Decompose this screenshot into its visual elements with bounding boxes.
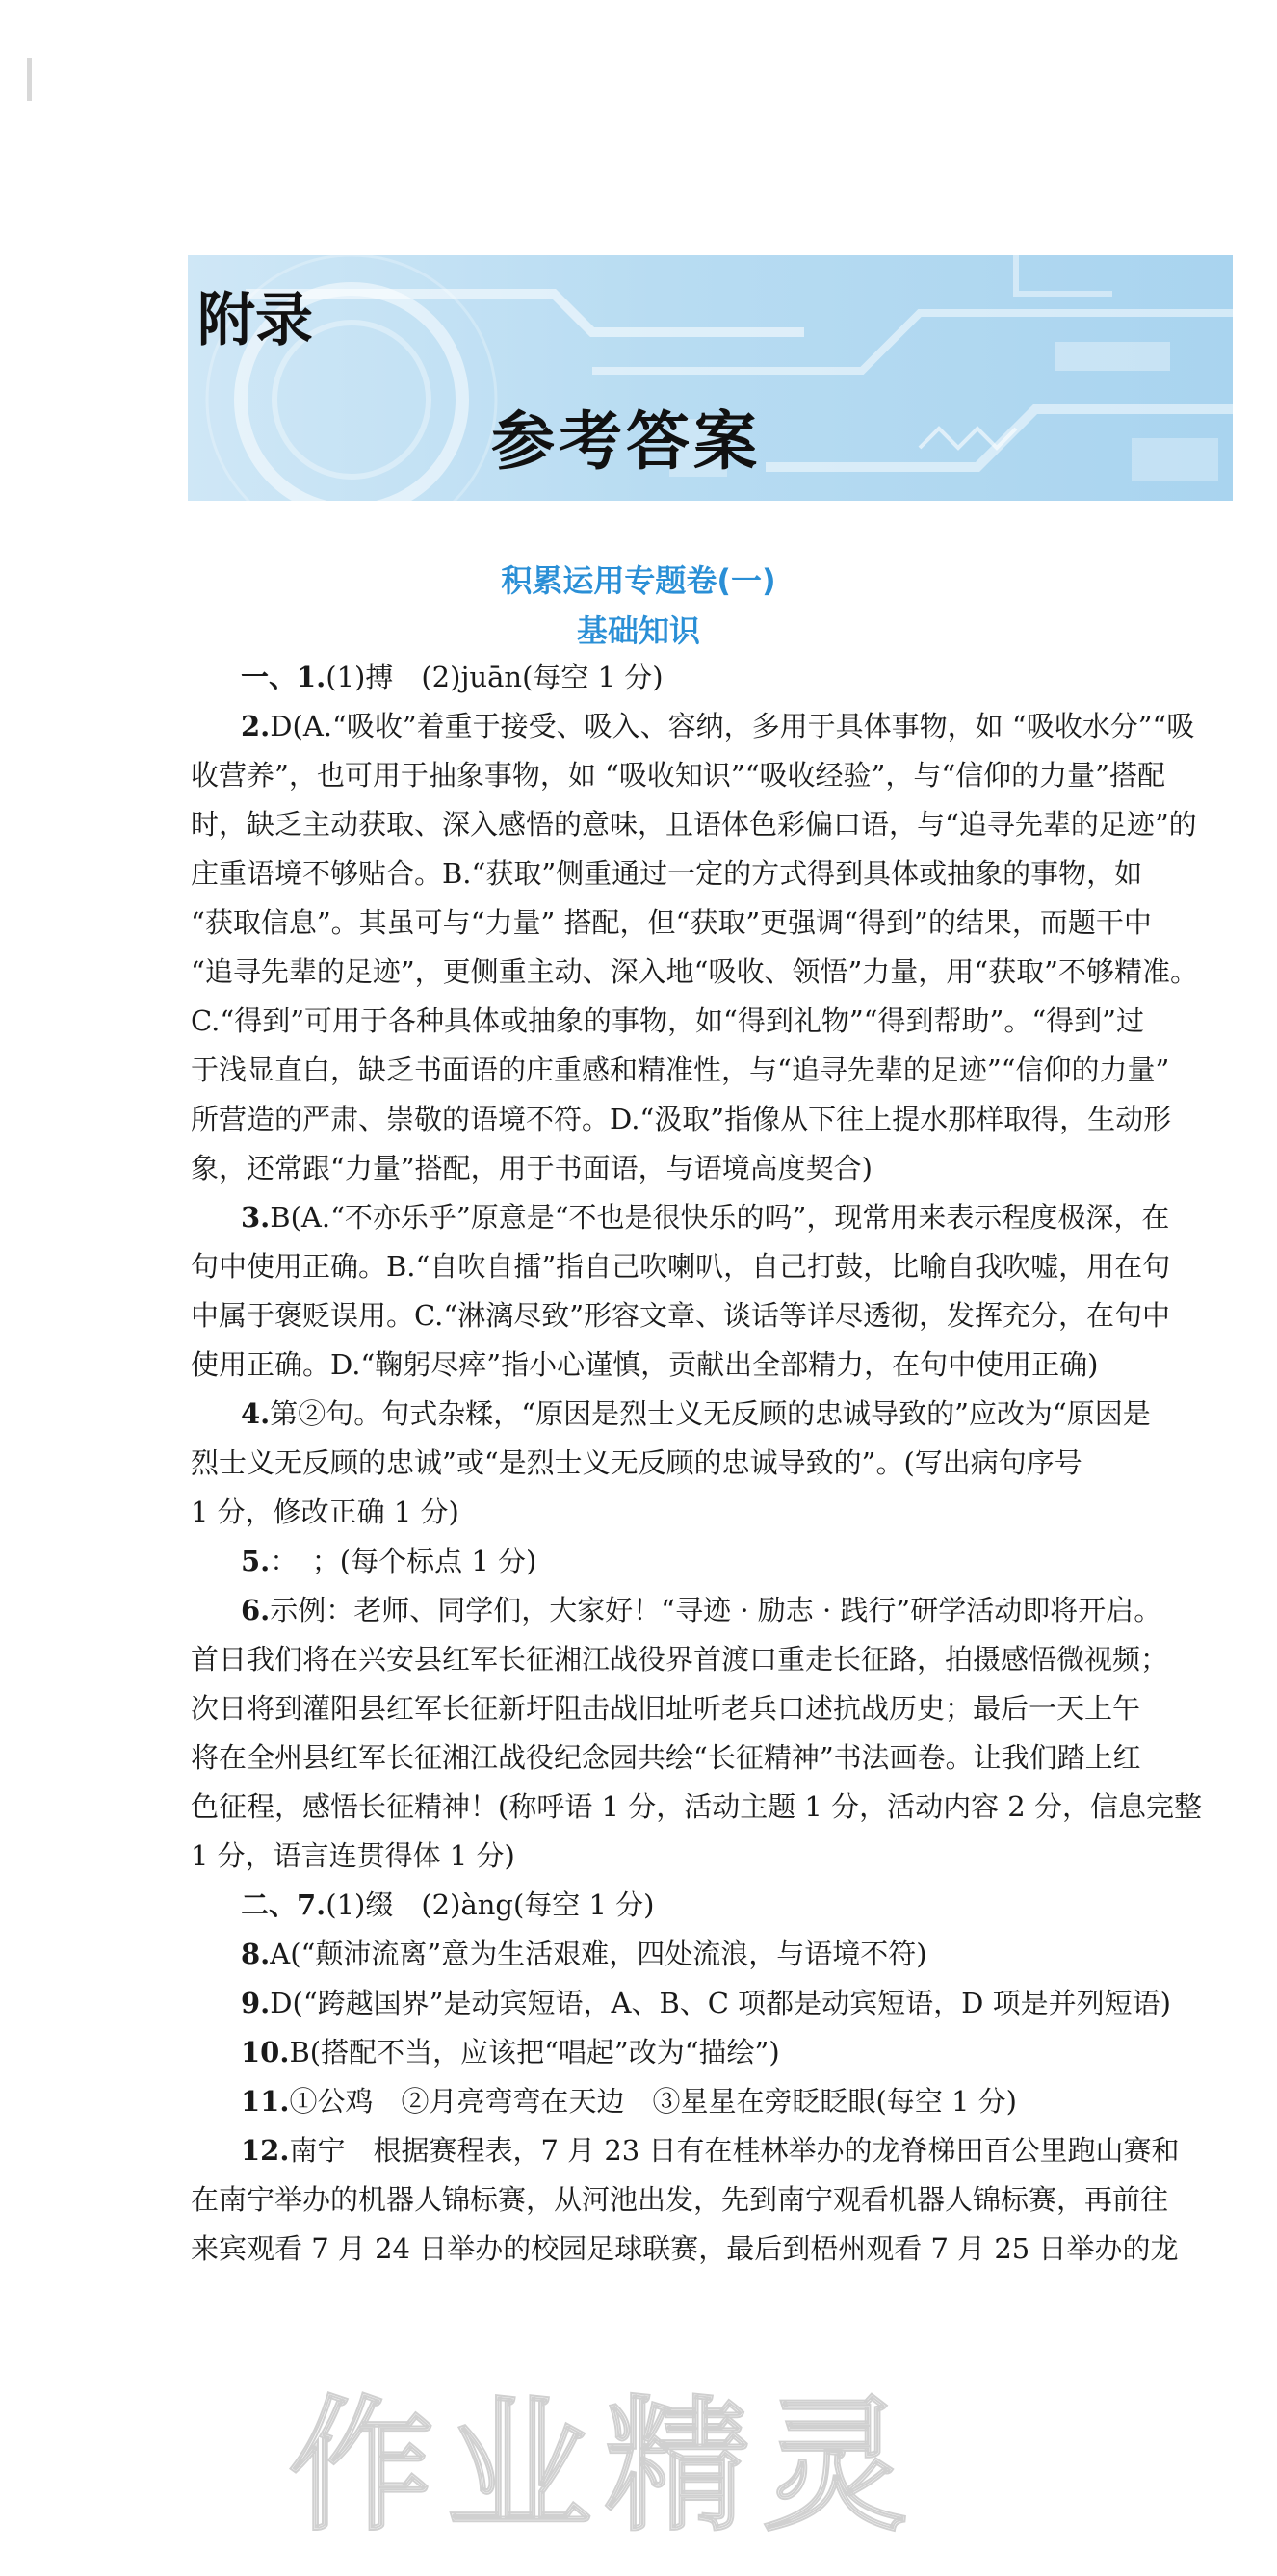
- answer-line: [191, 1242, 1223, 1291]
- answer-text: 时，缺乏主动获取、深入感悟的意味，且语体色彩偏口语，与“追寻先辈的足迹”的: [191, 808, 1197, 841]
- answer-text: B(搭配不当，应该把“唱起”改为“描绘”): [289, 2036, 780, 2069]
- answer-line: [191, 2175, 1223, 2225]
- answer-line: [191, 800, 1223, 849]
- answer-text: 使用正确。D.“鞠躬尽瘁”指小心谨慎，贡献出全部精力，在句中使用正确): [191, 1348, 1099, 1381]
- answer-text: 色征程，感悟长征精神！(称呼语 1 分，活动主题 1 分，活动内容 2 分，信息完整: [191, 1790, 1202, 1823]
- answer-text: 首日我们将在兴安县红军长征湘江战役界首渡口重走长征路，拍摄感悟微视频；: [191, 1643, 1169, 1676]
- answer-line: [191, 1488, 1223, 1537]
- answer-line: [191, 948, 1223, 997]
- answer-line: [191, 1537, 1223, 1586]
- answer-line: [191, 1095, 1223, 1144]
- question-number: 3.: [241, 1201, 271, 1234]
- answer-line: [191, 1439, 1223, 1488]
- section-subtitle: 基础知识: [576, 612, 700, 649]
- answer-line: [191, 2077, 1223, 2126]
- answer-text: 次日将到灌阳县红军长征新圩阻击战旧址听老兵口述抗战历史；最后一天上午: [191, 1692, 1141, 1725]
- answer-body: [191, 653, 1223, 2274]
- question-number: 4.: [241, 1397, 271, 1430]
- answer-text: 将在全州县红军长征湘江战役纪念园共绘“长征精神”书法画卷。让我们踏上红: [191, 1741, 1141, 1774]
- answer-text: 句中使用正确。B.“自吹自擂”指自己吹喇叭，自己打鼓，比喻自我吹嘘，用在句: [191, 1250, 1171, 1283]
- answer-text: D(“跨越国界”是动宾短语，A、B、C 项都是动宾短语，D 项是并列短语): [270, 1987, 1171, 2019]
- answer-line: [191, 1144, 1223, 1193]
- answer-line: [191, 653, 1223, 702]
- answer-text: D(A.“吸收”着重于接受、吸入、容纳，多用于具体事物，如 “吸收水分”“吸: [270, 710, 1195, 742]
- answer-line: [191, 1979, 1223, 2028]
- answer-text: C.“得到”可用于各种具体或抽象的事物，如“得到礼物”“得到帮助”。“得到”过: [191, 1004, 1144, 1037]
- answer-text: 庄重语境不够贴合。B.“获取”侧重通过一定的方式得到具体或抽象的事物，如: [191, 857, 1143, 890]
- question-number: 12.: [241, 2134, 290, 2167]
- answers-title: 参考答案: [491, 404, 761, 479]
- answer-line: [191, 1782, 1223, 1832]
- answer-line: [191, 1733, 1223, 1782]
- question-number: 2.: [241, 710, 271, 742]
- answer-line: [191, 1635, 1223, 1684]
- answer-line: [191, 1832, 1223, 1881]
- answer-text: “获取信息”。其虽可与“力量” 搭配，但“获取”更强调“得到”的结果，而题干中: [191, 906, 1152, 939]
- answer-line: [191, 997, 1223, 1046]
- answer-text: “追寻先辈的足迹”，更侧重主动、深入地“吸收、领悟”力量，用“获取”不够精准。: [191, 955, 1198, 988]
- question-number: 6.: [241, 1594, 271, 1626]
- answer-text: (1)搏 (2)juān(每空 1 分): [326, 661, 664, 693]
- page-edge-mark: [27, 58, 32, 101]
- answer-line: [191, 2028, 1223, 2077]
- answer-text: (1)缀 (2)àng(每空 1 分): [326, 1888, 655, 1921]
- answer-text: 示例：老师、同学们，大家好！“寻迹 · 励志 · 践行”研学活动即将开启。: [270, 1594, 1162, 1626]
- question-number: 8.: [241, 1938, 271, 1970]
- question-number: 5.: [241, 1545, 271, 1577]
- appendix-label: 附录: [197, 287, 313, 354]
- question-number: 10.: [241, 2036, 290, 2069]
- answer-line: [191, 1046, 1223, 1095]
- answer-text: 1 分，语言连贯得体 1 分): [191, 1839, 515, 1872]
- answer-text: A(“颠沛流离”意为生活艰难，四处流浪，与语境不符): [270, 1938, 927, 1970]
- answer-text: B(A.“不亦乐乎”原意是“不也是很快乐的吗”，现常用来表示程度极深，在: [270, 1201, 1170, 1234]
- answer-line: [191, 1390, 1223, 1439]
- appendix-banner: [188, 255, 1233, 501]
- answer-text: 南宁 根据赛程表，7 月 23 日有在桂林举办的龙脊梯田百公里跑山赛和: [289, 2134, 1180, 2167]
- question-number: 11.: [241, 2085, 290, 2118]
- answer-line: [191, 898, 1223, 948]
- answer-line: [191, 1684, 1223, 1733]
- section-title: 积累运用专题卷(一): [501, 562, 776, 599]
- answer-line: [191, 849, 1223, 898]
- answer-text: 象，还常跟“力量”搭配，用于书面语，与语境高度契合): [191, 1152, 873, 1184]
- answer-line: [191, 1291, 1223, 1340]
- answer-text: 于浅显直白，缺乏书面语的庄重感和精准性，与“追寻先辈的足迹”“信仰的力量”: [191, 1054, 1170, 1086]
- answer-line: [191, 751, 1223, 800]
- answer-text: 收营养”，也可用于抽象事物，如 “吸收知识”“吸收经验”，与“信仰的力量”搭配: [191, 759, 1165, 792]
- question-number: 9.: [241, 1987, 271, 2019]
- answer-text: 在南宁举办的机器人锦标赛，从河池出发，先到南宁观看机器人锦标赛，再前往: [191, 2183, 1169, 2216]
- answer-text: 所营造的严肃、崇敬的语境不符。D.“汲取”指像从下往上提水那样取得，生动形: [191, 1103, 1172, 1135]
- answer-text: 烈士义无反顾的忠诚”或“是烈士义无反顾的忠诚导致的”。(写出病句序号: [191, 1446, 1082, 1479]
- answer-line: [191, 1586, 1223, 1635]
- answer-line: [191, 2225, 1223, 2274]
- answer-text: ①公鸡 ②月亮弯弯在天边 ③星星在旁眨眨眼(每空 1 分): [289, 2085, 1017, 2118]
- answer-text: 1 分，修改正确 1 分): [191, 1496, 459, 1528]
- answer-line: [191, 702, 1223, 751]
- answer-line: [191, 2126, 1223, 2175]
- answer-text: ： ；(每个标点 1 分): [270, 1545, 537, 1577]
- question-number: 二、7.: [241, 1888, 326, 1921]
- answer-text: 第②句。句式杂糅，“原因是烈士义无反顾的忠诚导致的”应改为“原因是: [270, 1397, 1151, 1430]
- answer-text: 来宾观看 7 月 24 日举办的校园足球联赛，最后到梧州观看 7 月 25 日举办的龙: [191, 2232, 1179, 2265]
- answer-line: [191, 1930, 1223, 1979]
- question-number: 一、1.: [241, 661, 326, 693]
- answer-line: [191, 1193, 1223, 1242]
- answer-text: 中属于褒贬误用。C.“淋漓尽致”形容文章、谈话等详尽透彻，发挥充分，在句中: [191, 1299, 1171, 1332]
- answer-line: [191, 1340, 1223, 1390]
- answer-line: [191, 1881, 1223, 1930]
- watermark: 作业精灵: [289, 2383, 922, 2551]
